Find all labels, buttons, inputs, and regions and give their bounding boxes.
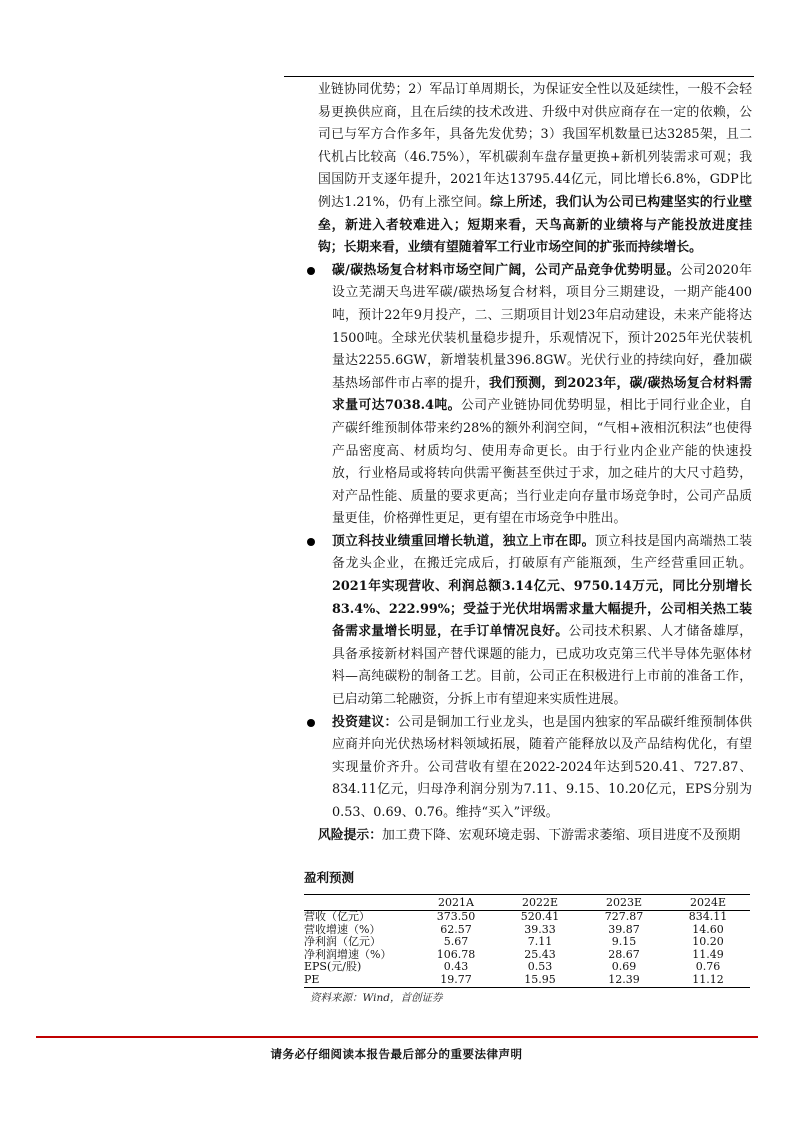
top-rule [284,76,754,77]
header-cell: 2024E [666,895,750,911]
forecast-title: 盈利预测 [304,870,355,885]
table-row [304,936,750,949]
header-cell: 2023E [582,895,666,911]
table-cell: 834.11 [688,910,728,923]
table-cell: 0.53 [527,960,553,974]
invest-heading: 投资建议： [332,714,398,730]
forecast-table [304,894,750,988]
risk-text: 加工费下降、宏观环境走弱、下游需求萎缩、项目进度不及预期 [381,827,741,843]
forecast-section [304,868,752,1005]
table-header-row [304,895,750,911]
risk-label: 风险提示： [318,827,382,843]
row-label: 净利润（亿元） [304,935,381,949]
intro-conclusion: 综上所述，我们认为公司已构建坚实的行业壁垒，新进入者较难进入；短期来看，天鸟高新的业绩将与产能投放进度挂钩；长期来看，业绩有望随着军工行业市场空间的扩张而持续增长。 [318,194,753,256]
carbon-text-1: 公司2020年设立芜湖天鸟进军碳/碳热场复合材料，项目分三期建设，一期产能400吨，预计22年9月投产，二、三期项目计划23年启动建设，未来产能将达1500吨。全球光伏装机量稳步提升，乐观情况下，预计2025年光伏装机量达2255.6GW，新增装机量396.8GW。光伏行业的持续向好，叠加碳基热场部件市占率的提升， [332,262,752,391]
bullet-dot-icon [307,538,315,546]
row-label: 净利润增速（%） [304,947,392,961]
carbon-text-2: 公司产业链协同优势明显，相比于同行业企业，自产碳纤维预制体带来约28%的额外利润空间，“气相+液相沉积法”也使得产品密度高、材质均匀、使用寿命更长。由于行业内企业产能的快速投放，行业格局或将转向供需平衡甚至供过于求，加之硅片的大尺寸趋势，对产品性能、质量的要求更高；当行业走向存量市场竞争时，公司产品质量更佳，价格弹性更足，更有望在市场竞争中胜出。 [332,398,752,527]
table-cell: 106.78 [436,947,476,961]
table-row [304,949,750,962]
table-cell: 11.12 [666,974,750,987]
dingli-text-1: 顶立科技是国内高端热工装备龙头企业，在搬迁完成后，打破原有产能瓶颈，生产经营重回正轨。 [332,533,753,572]
row-label: EPS(元/股) [304,960,362,974]
table-source: 资料来源：Wind，首创证券 [310,991,443,1004]
table-cell: 10.20 [692,935,724,949]
table-cell: 727.87 [604,910,644,923]
risk-paragraph [318,825,752,848]
main-content [304,79,752,847]
row-label: 营收增速（%） [304,922,381,936]
carbon-forecast: 我们预测，到2023年，碳/碳热场复合材料需求量可达7038.4吨。 [332,375,752,414]
bullet-carbon [318,260,752,531]
intro-text: 业链协同优势；2）军品订单周期长，为保证安全性以及延续性，一般不会轻易更换供应商，且在后续的技术改进、升级中对供应商存在一定的依赖，公司已与军方合作多年，具备先发优势；3）我国军机数量已达3285架，且二代机占比较高（46.75%），军机碳刹车盘存量更换+新机列装需求可观；我国国防开支逐年提升，2021年达13795.44亿元，同比增长6.8%，GDP比例达1.21%，仍有上涨空间。 [318,82,752,210]
table-cell: 5.67 [443,935,469,949]
table-cell: 9.15 [611,935,637,949]
table-cell: 62.57 [440,922,472,936]
carbon-heading: 碳/碳热场复合材料市场空间广阔，公司产品竞争优势明显。 [332,262,680,278]
table-cell: 12.39 [582,974,666,987]
dingli-heading: 顶立科技业绩重回增长轨道，独立上市在即。 [332,533,595,549]
table-cell: 0.69 [611,960,637,974]
table-cell: 25.43 [524,947,556,961]
legal-disclaimer: 请务必仔细阅读本报告最后部分的重要法律声明 [270,1047,523,1061]
header-cell [304,895,414,911]
row-label: PE [304,974,414,987]
table-row [304,974,750,987]
header-cell: 2022E [498,895,582,911]
bullet-dingli [318,531,752,712]
bullet-invest [318,712,752,825]
table-cell: 11.49 [692,947,724,961]
table-cell: 39.87 [608,922,640,936]
table-cell: 0.76 [695,960,721,974]
bullet-dot-icon [307,719,315,727]
table-cell: 28.67 [608,947,640,961]
table-cell: 15.95 [498,974,582,987]
footer-rule [36,1036,758,1038]
table-cell: 19.77 [414,974,498,987]
table-cell: 7.11 [527,935,553,949]
table-cell: 0.43 [443,960,469,974]
table-row [304,911,750,924]
table-cell: 39.33 [524,922,556,936]
header-cell: 2021A [414,895,498,911]
intro-paragraph [318,79,752,260]
bullet-dot-icon [307,267,315,275]
invest-text: 公司是铜加工行业龙头，也是国内独家的军品碳纤维预制体供应商并向光伏热场材料领域拓展，随着产能释放以及产品结构优化，有望实现量价齐升。公司营收有望在2022-2024年达到520.41、727.87、834.11亿元，归母净利润分别为7.11、9.15、10.20亿元，EPS分别为0.53、0.69、0.76。维持“买入”评级。 [332,714,753,820]
table-cell: 520.41 [520,910,560,923]
table-cell: 373.50 [436,910,476,923]
dingli-text-2: 公司技术积累、人才储备雄厚，具备承接新材料国产替代课题的能力，已成功攻克第三代半导体先驱体材料—高纯碳粉的制备工艺。目前，公司正在积极进行上市前的准备工作，已启动第二轮融资，分拆上市有望迎来实质性进展。 [332,624,753,708]
table-cell: 14.60 [692,922,724,936]
dingli-results: 2021年实现营收、利润总额3.14亿元、9750.14万元，同比分别增长83.4%、222.99%；受益于光伏坩埚需求量大幅提升，公司相关热工装备需求量增长明显，在手订单情况良好。 [332,579,752,640]
row-label: 营收（亿元） [304,910,370,923]
